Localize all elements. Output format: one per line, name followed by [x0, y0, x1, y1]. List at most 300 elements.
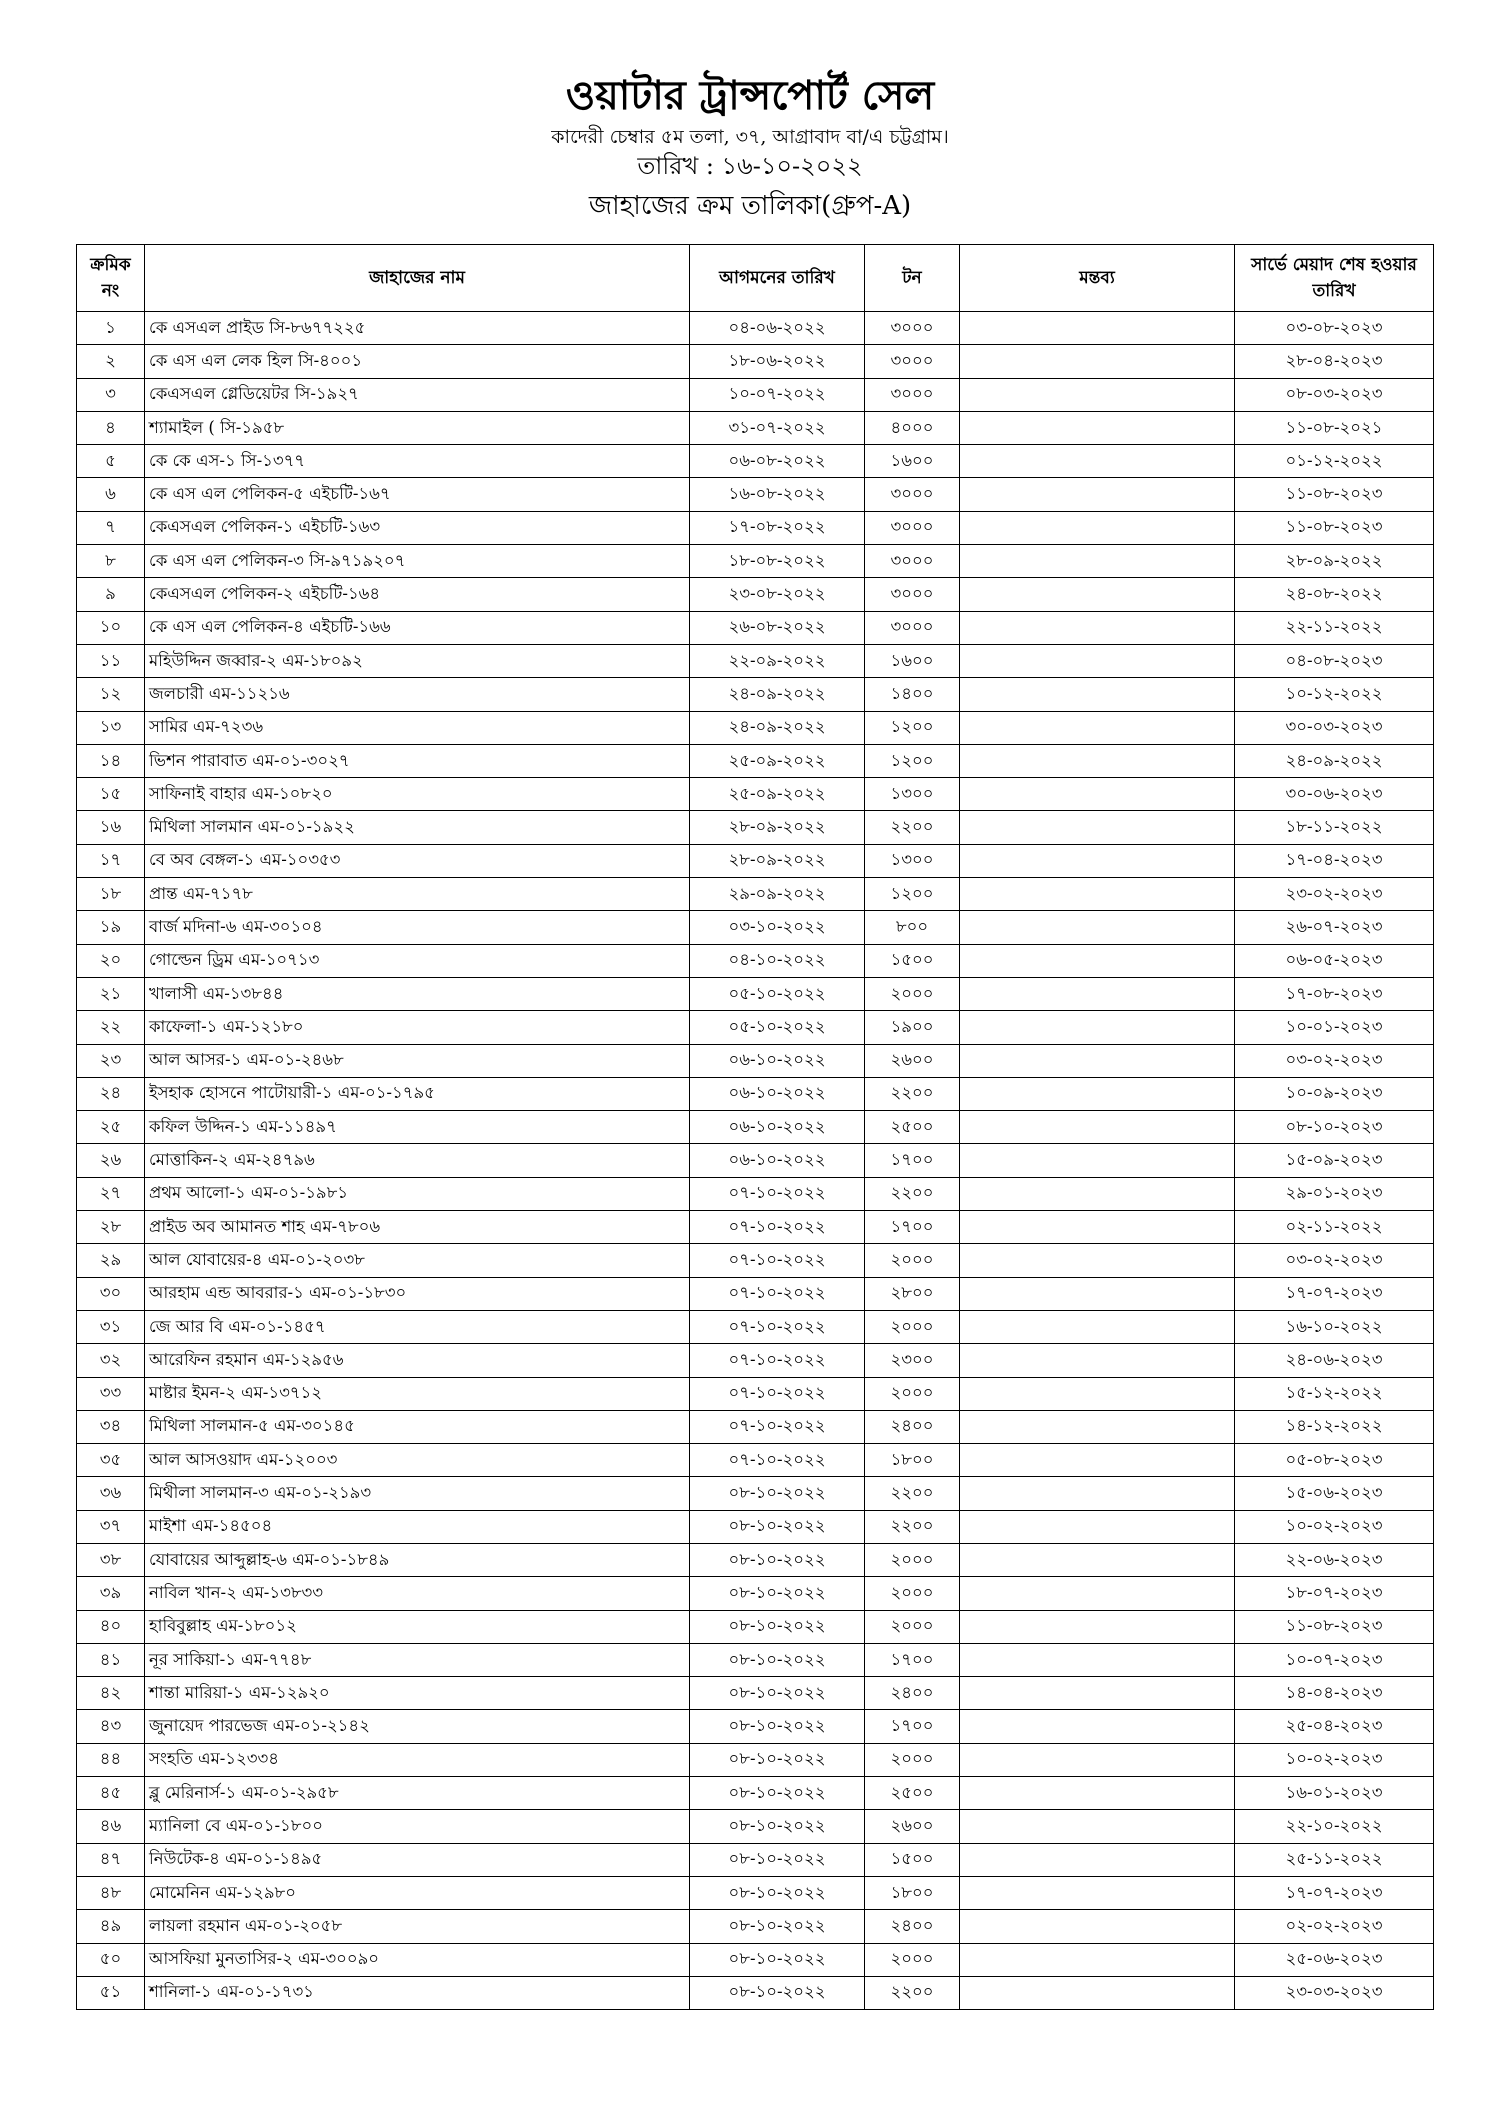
survey-expiry-cell: ১১-০৮-২০২৩ — [1235, 478, 1434, 511]
survey-expiry-cell: ১৬-০১-২০২৩ — [1235, 1777, 1434, 1810]
tonnage-cell: ৪০০০ — [865, 411, 960, 444]
serial-cell: ৪ — [77, 411, 145, 444]
table-row — [77, 345, 1434, 378]
remarks-cell — [960, 1677, 1235, 1710]
ship-name-cell: কফিল উদ্দিন-১ এম-১১৪৯৭ — [145, 1111, 690, 1144]
tonnage-cell: ২২০০ — [865, 1177, 960, 1210]
serial-cell: ২৪ — [77, 1077, 145, 1110]
remarks-cell — [960, 1211, 1235, 1244]
remarks-cell — [960, 1910, 1235, 1943]
remarks-cell — [960, 778, 1235, 811]
table-row — [77, 1843, 1434, 1876]
survey-expiry-cell: ১৮-১১-২০২২ — [1235, 811, 1434, 844]
remarks-cell — [960, 1410, 1235, 1443]
column-header-ton: টন — [865, 245, 960, 312]
survey-expiry-cell: ১০-০৭-২০২৩ — [1235, 1643, 1434, 1676]
remarks-cell — [960, 844, 1235, 877]
tonnage-cell: ১২০০ — [865, 711, 960, 744]
survey-expiry-cell: ২৫-১১-২০২২ — [1235, 1843, 1434, 1876]
table-row — [77, 1044, 1434, 1077]
remarks-cell — [960, 411, 1235, 444]
remarks-cell — [960, 345, 1235, 378]
tonnage-cell: ২৪০০ — [865, 1677, 960, 1710]
tonnage-cell: ২০০০ — [865, 1610, 960, 1643]
ship-name-cell: লায়লা রহমান এম-০১-২০৫৮ — [145, 1910, 690, 1943]
arrival-date-cell: ২৩-০৮-২০২২ — [690, 578, 865, 611]
table-row — [77, 1910, 1434, 1943]
table-row — [77, 578, 1434, 611]
serial-cell: ১২ — [77, 678, 145, 711]
column-header-name: জাহাজের নাম — [145, 245, 690, 312]
serial-cell: ৪৮ — [77, 1876, 145, 1909]
serial-cell: ১৭ — [77, 844, 145, 877]
arrival-date-cell: ০৬-১০-২০২২ — [690, 1111, 865, 1144]
tonnage-cell: ৩০০০ — [865, 378, 960, 411]
remarks-cell — [960, 578, 1235, 611]
table-row — [77, 1943, 1434, 1976]
arrival-date-cell: ০৬-১০-২০২২ — [690, 1077, 865, 1110]
arrival-date-cell: ০৮-১০-২০২২ — [690, 1976, 865, 2009]
remarks-cell — [960, 1810, 1235, 1843]
table-row — [77, 1410, 1434, 1443]
tonnage-cell: ৩০০০ — [865, 545, 960, 578]
table-row — [77, 778, 1434, 811]
serial-cell: ২৯ — [77, 1244, 145, 1277]
survey-expiry-cell: ১৬-১০-২০২২ — [1235, 1310, 1434, 1343]
ship-name-cell: প্রাইড অব আমানত শাহ এম-৭৮০৬ — [145, 1211, 690, 1244]
remarks-cell — [960, 545, 1235, 578]
table-row — [77, 1543, 1434, 1576]
survey-expiry-cell: ০৩-০৮-২০২৩ — [1235, 312, 1434, 345]
arrival-date-cell: ০৬-১০-২০২২ — [690, 1044, 865, 1077]
serial-cell: ৪৭ — [77, 1843, 145, 1876]
ship-name-cell: যোবায়ের আব্দুল্লাহ-৬ এম-০১-১৮৪৯ — [145, 1543, 690, 1576]
tonnage-cell: ২০০০ — [865, 1543, 960, 1576]
tonnage-cell: ২০০০ — [865, 1743, 960, 1776]
table-row — [77, 545, 1434, 578]
survey-expiry-cell: ১১-০৮-২০২১ — [1235, 411, 1434, 444]
arrival-date-cell: ০৮-১০-২০২২ — [690, 1777, 865, 1810]
column-header-survey-expiry: সার্ভে মেয়াদ শেষ হওয়ার তারিখ — [1235, 245, 1434, 312]
serial-cell: ৪৬ — [77, 1810, 145, 1843]
survey-expiry-cell: ২৪-০৬-২০২৩ — [1235, 1344, 1434, 1377]
ship-name-cell: আসফিয়া মুনতাসির-২ এম-৩০০৯০ — [145, 1943, 690, 1976]
table-row — [77, 478, 1434, 511]
survey-expiry-cell: ১৫-০৯-২০২৩ — [1235, 1144, 1434, 1177]
remarks-cell — [960, 1610, 1235, 1643]
tonnage-cell: ২৩০০ — [865, 1344, 960, 1377]
ship-name-cell: কে কে এস-১ সি-১৩৭৭ — [145, 445, 690, 478]
arrival-date-cell: ০৮-১০-২০২২ — [690, 1477, 865, 1510]
table-row — [77, 1976, 1434, 2009]
serial-cell: ২৮ — [77, 1211, 145, 1244]
survey-expiry-cell: ০৫-০৮-২০২৩ — [1235, 1444, 1434, 1477]
serial-cell: ১৪ — [77, 744, 145, 777]
survey-expiry-cell: ১০-১২-২০২২ — [1235, 678, 1434, 711]
arrival-date-cell: ২৮-০৯-২০২২ — [690, 844, 865, 877]
serial-cell: ৪৯ — [77, 1910, 145, 1943]
serial-cell: ১৩ — [77, 711, 145, 744]
survey-expiry-cell: ১০-০২-২০২৩ — [1235, 1510, 1434, 1543]
survey-expiry-cell: ১৭-০৮-২০২৩ — [1235, 977, 1434, 1010]
tonnage-cell: ১৬০০ — [865, 445, 960, 478]
survey-expiry-cell: ২৫-০৪-২০২৩ — [1235, 1710, 1434, 1743]
ship-name-cell: কে এস এল পেলিকন-৫ এইচটি-১৬৭ — [145, 478, 690, 511]
tonnage-cell: ২০০০ — [865, 1377, 960, 1410]
tonnage-cell: ২০০০ — [865, 1943, 960, 1976]
ship-name-cell: মাষ্টার ইমন-২ এম-১৩৭১২ — [145, 1377, 690, 1410]
arrival-date-cell: ০৮-১০-২০২২ — [690, 1876, 865, 1909]
arrival-date-cell: ২৫-০৯-২০২২ — [690, 778, 865, 811]
serial-cell: ৩০ — [77, 1277, 145, 1310]
table-row — [77, 977, 1434, 1010]
remarks-cell — [960, 1577, 1235, 1610]
arrival-date-cell: ৩১-০৭-২০২২ — [690, 411, 865, 444]
arrival-date-cell: ২৪-০৯-২০২২ — [690, 678, 865, 711]
survey-expiry-cell: ২৩-০২-২০২৩ — [1235, 878, 1434, 911]
table-row — [77, 1810, 1434, 1843]
arrival-date-cell: ০৭-১০-২০২২ — [690, 1344, 865, 1377]
ship-name-cell: মাইশা এম-১৪৫০৪ — [145, 1510, 690, 1543]
remarks-cell — [960, 1510, 1235, 1543]
tonnage-cell: ১২০০ — [865, 878, 960, 911]
tonnage-cell: ১২০০ — [865, 744, 960, 777]
survey-expiry-cell: ১৫-১২-২০২২ — [1235, 1377, 1434, 1410]
remarks-cell — [960, 1377, 1235, 1410]
survey-expiry-cell: ১৪-১২-২০২২ — [1235, 1410, 1434, 1443]
remarks-cell — [960, 944, 1235, 977]
ship-name-cell: মহিউদ্দিন জব্বার-২ এম-১৮০৯২ — [145, 644, 690, 677]
remarks-cell — [960, 611, 1235, 644]
table-row — [77, 411, 1434, 444]
table-row — [77, 1643, 1434, 1676]
remarks-cell — [960, 478, 1235, 511]
tonnage-cell: ২০০০ — [865, 1244, 960, 1277]
tonnage-cell: ২২০০ — [865, 1510, 960, 1543]
ship-name-cell: ভিশন পারাবাত এম-০১-৩০২৭ — [145, 744, 690, 777]
remarks-cell — [960, 644, 1235, 677]
arrival-date-cell: ১৭-০৮-২০২২ — [690, 511, 865, 544]
ship-name-cell: প্রান্ত এম-৭১৭৮ — [145, 878, 690, 911]
survey-expiry-cell: ০৮-১০-২০২৩ — [1235, 1111, 1434, 1144]
ship-name-cell: মিথিলা সালমান-৫ এম-৩০১৪৫ — [145, 1410, 690, 1443]
tonnage-cell: ২২০০ — [865, 1976, 960, 2009]
serial-cell: ৫ — [77, 445, 145, 478]
ship-name-cell: আরেফিন রহমান এম-১২৯৫৬ — [145, 1344, 690, 1377]
table-row — [77, 1610, 1434, 1643]
list-title: জাহাজের ক্রম তালিকা(গ্রুপ-A) — [588, 191, 912, 221]
table-row — [77, 1111, 1434, 1144]
remarks-cell — [960, 1943, 1235, 1976]
serial-cell: ২০ — [77, 944, 145, 977]
tonnage-cell: ৩০০০ — [865, 611, 960, 644]
survey-expiry-cell: ২২-১০-২০২২ — [1235, 1810, 1434, 1843]
ship-name-cell: আল আসর-১ এম-০১-২৪৬৮ — [145, 1044, 690, 1077]
tonnage-cell: ১৯০০ — [865, 1011, 960, 1044]
remarks-cell — [960, 378, 1235, 411]
ship-name-cell: ইসহাক হোসনে পাটোয়ারী-১ এম-০১-১৭৯৫ — [145, 1077, 690, 1110]
arrival-date-cell: ০৪-১০-২০২২ — [690, 944, 865, 977]
ship-name-cell: মোত্তাকিন-২ এম-২৪৭৯৬ — [145, 1144, 690, 1177]
tonnage-cell: ২২০০ — [865, 1077, 960, 1110]
ship-name-cell: মিথীলা সালমান-৩ এম-০১-২১৯৩ — [145, 1477, 690, 1510]
survey-expiry-cell: ২২-১১-২০২২ — [1235, 611, 1434, 644]
survey-expiry-cell: ২৮-০৪-২০২৩ — [1235, 345, 1434, 378]
table-row — [77, 1477, 1434, 1510]
ship-name-cell: কেএসএল গ্লেডিয়েটর সি-১৯২৭ — [145, 378, 690, 411]
serial-cell: ৪০ — [77, 1610, 145, 1643]
remarks-cell — [960, 711, 1235, 744]
survey-expiry-cell: ১৭-০৭-২০২৩ — [1235, 1277, 1434, 1310]
office-address: কাদেরী চেম্বার ৫ম তলা, ৩৭, আগ্রাবাদ বা/এ চট্টগ্রাম। — [551, 126, 949, 148]
arrival-date-cell: ২৪-০৯-২০২২ — [690, 711, 865, 744]
survey-expiry-cell: ০৩-০২-২০২৩ — [1235, 1244, 1434, 1277]
table-body — [77, 312, 1434, 2010]
tonnage-cell: ২৪০০ — [865, 1410, 960, 1443]
serial-cell: ১১ — [77, 644, 145, 677]
ship-name-cell: ব্লু মেরিনার্স-১ এম-০১-২৯৫৮ — [145, 1777, 690, 1810]
table-row — [77, 744, 1434, 777]
arrival-date-cell: ০৮-১০-২০২২ — [690, 1910, 865, 1943]
table-row — [77, 378, 1434, 411]
arrival-date-cell: ০৭-১০-২০২২ — [690, 1310, 865, 1343]
remarks-cell — [960, 1710, 1235, 1743]
serial-cell: ৩৯ — [77, 1577, 145, 1610]
arrival-date-cell: ১৮-০৬-২০২২ — [690, 345, 865, 378]
remarks-cell — [960, 1144, 1235, 1177]
arrival-date-cell: ০৫-১০-২০২২ — [690, 1011, 865, 1044]
survey-expiry-cell: ০৮-০৩-২০২৩ — [1235, 378, 1434, 411]
table-row — [77, 678, 1434, 711]
arrival-date-cell: ০৮-১০-২০২২ — [690, 1610, 865, 1643]
table-row — [77, 911, 1434, 944]
ship-name-cell: কেএসএল পেলিকন-১ এইচটি-১৬৩ — [145, 511, 690, 544]
tonnage-cell: ১৫০০ — [865, 1843, 960, 1876]
ship-name-cell: জুনায়েদ পারভেজ এম-০১-২১৪২ — [145, 1710, 690, 1743]
arrival-date-cell: ২৯-০৯-২০২২ — [690, 878, 865, 911]
ship-name-cell: কাফেলা-১ এম-১২১৮০ — [145, 1011, 690, 1044]
serial-cell: ৩৩ — [77, 1377, 145, 1410]
arrival-date-cell: ০৭-১০-২০২২ — [690, 1177, 865, 1210]
ship-name-cell: খালাসী এম-১৩৮৪৪ — [145, 977, 690, 1010]
arrival-date-cell: ০৮-১০-২০২২ — [690, 1643, 865, 1676]
survey-expiry-cell: ১৫-০৬-২০২৩ — [1235, 1477, 1434, 1510]
survey-expiry-cell: ১৭-০৭-২০২৩ — [1235, 1876, 1434, 1909]
serial-cell: ৩১ — [77, 1310, 145, 1343]
remarks-cell — [960, 1777, 1235, 1810]
survey-expiry-cell: ২৬-০৭-২০২৩ — [1235, 911, 1434, 944]
arrival-date-cell: ০৮-১০-২০২২ — [690, 1810, 865, 1843]
ship-name-cell: মিথিলা সালমান এম-০১-১৯২২ — [145, 811, 690, 844]
ship-name-cell: কে এস এল লেক হিল সি-৪০০১ — [145, 345, 690, 378]
remarks-cell — [960, 445, 1235, 478]
serial-cell: ৪৫ — [77, 1777, 145, 1810]
ship-name-cell: কে এস এল পেলিকন-৪ এইচটি-১৬৬ — [145, 611, 690, 644]
ship-name-cell: ম্যানিলা বে এম-০১-১৮০০ — [145, 1810, 690, 1843]
arrival-date-cell: ০৮-১০-২০২২ — [690, 1843, 865, 1876]
survey-expiry-cell: ১১-০৮-২০২৩ — [1235, 1610, 1434, 1643]
ship-name-cell: শান্তা মারিয়া-১ এম-১২৯২০ — [145, 1677, 690, 1710]
table-row — [77, 1777, 1434, 1810]
remarks-cell — [960, 1310, 1235, 1343]
serial-cell: ১০ — [77, 611, 145, 644]
table-row — [77, 711, 1434, 744]
table-row — [77, 1177, 1434, 1210]
table-row — [77, 1244, 1434, 1277]
serial-cell: ৪১ — [77, 1643, 145, 1676]
ship-name-cell: কে এস এল পেলিকন-৩ সি-৯৭১৯২০৭ — [145, 545, 690, 578]
document-date: তারিখ : ১৬-১০-২০২২ — [637, 152, 863, 180]
table-row — [77, 811, 1434, 844]
remarks-cell — [960, 1277, 1235, 1310]
arrival-date-cell: ২৫-০৯-২০২২ — [690, 744, 865, 777]
survey-expiry-cell: ১১-০৮-২০২৩ — [1235, 511, 1434, 544]
tonnage-cell: ১৬০০ — [865, 644, 960, 677]
table-row — [77, 878, 1434, 911]
arrival-date-cell: ২৮-০৯-২০২২ — [690, 811, 865, 844]
arrival-date-cell: ১৬-০৮-২০২২ — [690, 478, 865, 511]
ship-name-cell: জে আর বি এম-০১-১৪৫৭ — [145, 1310, 690, 1343]
tonnage-cell: ২২০০ — [865, 811, 960, 844]
survey-expiry-cell: ২৩-০৩-২০২৩ — [1235, 1976, 1434, 2009]
tonnage-cell: ২২০০ — [865, 1477, 960, 1510]
survey-expiry-cell: ১০-০১-২০২৩ — [1235, 1011, 1434, 1044]
serial-cell: ৫০ — [77, 1943, 145, 1976]
survey-expiry-cell: ২৮-০৯-২০২২ — [1235, 545, 1434, 578]
serial-cell: ৭ — [77, 511, 145, 544]
serial-cell: ৩৫ — [77, 1444, 145, 1477]
serial-cell: ৩ — [77, 378, 145, 411]
ship-name-cell: আরহাম এন্ড আবরার-১ এম-০১-১৮৩০ — [145, 1277, 690, 1310]
table-row — [77, 511, 1434, 544]
table-row — [77, 1577, 1434, 1610]
arrival-date-cell: ০৫-১০-২০২২ — [690, 977, 865, 1010]
arrival-date-cell: ০৭-১০-২০২২ — [690, 1277, 865, 1310]
serial-cell: ২ — [77, 345, 145, 378]
tonnage-cell: ১৩০০ — [865, 844, 960, 877]
arrival-date-cell: ১০-০৭-২০২২ — [690, 378, 865, 411]
serial-cell: ২২ — [77, 1011, 145, 1044]
table-row — [77, 844, 1434, 877]
arrival-date-cell: ০৬-০৮-২০২২ — [690, 445, 865, 478]
tonnage-cell: ১৫০০ — [865, 944, 960, 977]
arrival-date-cell: ০৮-১০-২০২২ — [690, 1743, 865, 1776]
remarks-cell — [960, 1976, 1235, 2009]
survey-expiry-cell: ৩০-০৩-২০২৩ — [1235, 711, 1434, 744]
remarks-cell — [960, 977, 1235, 1010]
tonnage-cell: ৩০০০ — [865, 345, 960, 378]
remarks-cell — [960, 1111, 1235, 1144]
table-row — [77, 1344, 1434, 1377]
ship-name-cell: কেএসএল পেলিকন-২ এইচটি-১৬৪ — [145, 578, 690, 611]
remarks-cell — [960, 1743, 1235, 1776]
survey-expiry-cell: ১৭-০৪-২০২৩ — [1235, 844, 1434, 877]
ship-name-cell: নূর সাকিয়া-১ এম-৭৭৪৮ — [145, 1643, 690, 1676]
arrival-date-cell: ০৭-১০-২০২২ — [690, 1377, 865, 1410]
tonnage-cell: ৩০০০ — [865, 312, 960, 345]
table-row — [77, 1277, 1434, 1310]
tonnage-cell: ১৭০০ — [865, 1710, 960, 1743]
serial-cell: ২৭ — [77, 1177, 145, 1210]
arrival-date-cell: ০৭-১০-২০২২ — [690, 1244, 865, 1277]
table-row — [77, 944, 1434, 977]
table-row — [77, 1211, 1434, 1244]
arrival-date-cell: ০৭-১০-২০২২ — [690, 1410, 865, 1443]
survey-expiry-cell: ০২-০২-২০২৩ — [1235, 1910, 1434, 1943]
remarks-cell — [960, 1177, 1235, 1210]
ship-name-cell: নাবিল খান-২ এম-১৩৮৩৩ — [145, 1577, 690, 1610]
table-row — [77, 1876, 1434, 1909]
table-row — [77, 445, 1434, 478]
table-row — [77, 1077, 1434, 1110]
tonnage-cell: ১৭০০ — [865, 1643, 960, 1676]
ship-name-cell: প্রথম আলো-১ এম-০১-১৯৮১ — [145, 1177, 690, 1210]
remarks-cell — [960, 1044, 1235, 1077]
serial-cell: ১৯ — [77, 911, 145, 944]
serial-cell: ২৫ — [77, 1111, 145, 1144]
page-title: ওয়াটার ট্রান্সপোর্ট সেল — [565, 72, 935, 119]
survey-expiry-cell: ১০-০২-২০২৩ — [1235, 1743, 1434, 1776]
serial-cell: ১ — [77, 312, 145, 345]
survey-expiry-cell: ১৪-০৪-২০২৩ — [1235, 1677, 1434, 1710]
tonnage-cell: ২৮০০ — [865, 1277, 960, 1310]
ship-name-cell: আল যোবায়ের-৪ এম-০১-২০৩৮ — [145, 1244, 690, 1277]
table-row — [77, 611, 1434, 644]
serial-cell: ৩২ — [77, 1344, 145, 1377]
survey-expiry-cell: ০৬-০৫-২০২৩ — [1235, 944, 1434, 977]
serial-cell: ৪২ — [77, 1677, 145, 1710]
ship-name-cell: আল আসওয়াদ এম-১২০০৩ — [145, 1444, 690, 1477]
tonnage-cell: ২৫০০ — [865, 1111, 960, 1144]
serial-cell: ১৮ — [77, 878, 145, 911]
serial-cell: ৩৮ — [77, 1543, 145, 1576]
tonnage-cell: ৩০০০ — [865, 511, 960, 544]
remarks-cell — [960, 1344, 1235, 1377]
remarks-cell — [960, 878, 1235, 911]
table-row — [77, 1677, 1434, 1710]
survey-expiry-cell: ২২-০৬-২০২৩ — [1235, 1543, 1434, 1576]
tonnage-cell: ২৬০০ — [865, 1810, 960, 1843]
serial-cell: ৪৪ — [77, 1743, 145, 1776]
ship-name-cell: শ্যামাইল ( সি-১৯৫৮ — [145, 411, 690, 444]
table-row — [77, 312, 1434, 345]
table-row — [77, 1743, 1434, 1776]
survey-expiry-cell: ০১-১২-২০২২ — [1235, 445, 1434, 478]
serial-cell: ২১ — [77, 977, 145, 1010]
tonnage-cell: ১৪০০ — [865, 678, 960, 711]
remarks-cell — [960, 1477, 1235, 1510]
serial-cell: ১৫ — [77, 778, 145, 811]
remarks-cell — [960, 1543, 1235, 1576]
arrival-date-cell: ০৮-১০-২০২২ — [690, 1510, 865, 1543]
arrival-date-cell: ০৮-১০-২০২২ — [690, 1943, 865, 1976]
survey-expiry-cell: ২৪-০৯-২০২২ — [1235, 744, 1434, 777]
table-row — [77, 1377, 1434, 1410]
tonnage-cell: ৩০০০ — [865, 478, 960, 511]
serial-cell: ১৬ — [77, 811, 145, 844]
tonnage-cell: ৩০০০ — [865, 578, 960, 611]
ship-name-cell: সাফিনাই বাহার এম-১০৮২০ — [145, 778, 690, 811]
survey-expiry-cell: ২৯-০১-২০২৩ — [1235, 1177, 1434, 1210]
ship-serial-table — [76, 244, 1434, 2010]
table-row — [77, 1144, 1434, 1177]
remarks-cell — [960, 811, 1235, 844]
remarks-cell — [960, 1011, 1235, 1044]
arrival-date-cell: ২২-০৯-২০২২ — [690, 644, 865, 677]
serial-cell: ৪৩ — [77, 1710, 145, 1743]
ship-name-cell: গোল্ডেন ড্রিম এম-১০৭১৩ — [145, 944, 690, 977]
serial-cell: ২৩ — [77, 1044, 145, 1077]
